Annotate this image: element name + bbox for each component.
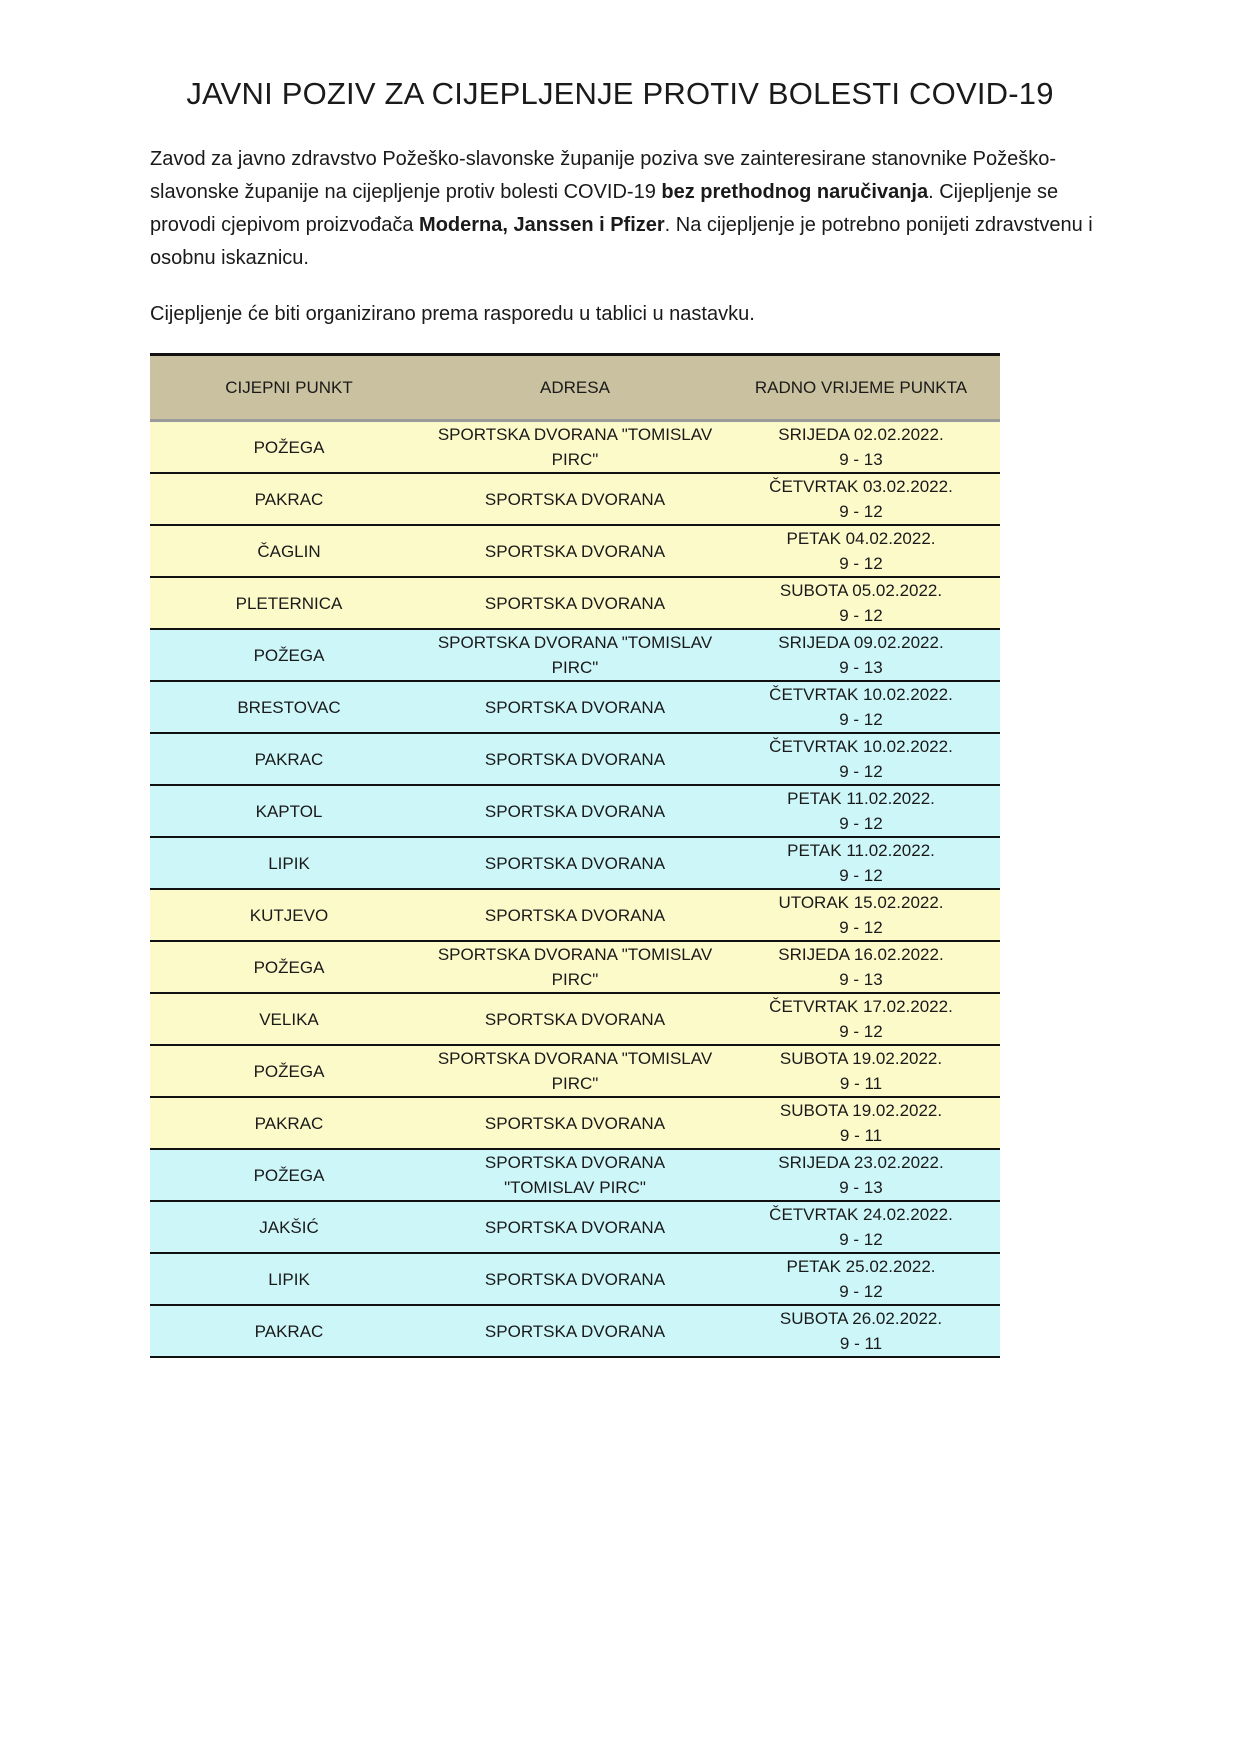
cell-adresa (428, 1253, 722, 1305)
table-row (150, 1305, 1000, 1357)
adresa-line-1: SPORTSKA DVORANA (484, 1009, 666, 1029)
intro-text-2: . Cijepljenje se provodi cjepivom proizvođača (150, 181, 1059, 236)
cell-adresa (428, 993, 722, 1045)
table-row (150, 473, 1000, 525)
intro-bold-1: bez prethodnog naručivanja (661, 181, 929, 203)
intro-text-3: . Na cijepljenje je potrebno ponijeti zdravstvenu i osobnu iskaznicu. (150, 214, 1093, 269)
intro-text-1: Zavod za javno zdravstvo Požeško-slavonske županije poziva sve zainteresirane stanovnike Požeško-slavonske županije na cijepljenje protiv bolesti COVID-19 (150, 148, 1057, 203)
adresa-line-1: SPORTSKA DVORANA "TOMISLAV (437, 945, 713, 964)
vrijeme-line: 9 - 12 (839, 606, 883, 625)
datum-line: SRIJEDA 23.02.2022. (778, 1153, 944, 1172)
adresa-line-1: SPORTSKA DVORANA (484, 489, 666, 509)
cell-punkt: PAKRAC (150, 473, 428, 525)
vrijeme-line: 9 - 12 (839, 814, 883, 833)
table-row (150, 421, 1000, 474)
cell-vrijeme (722, 837, 1000, 889)
table-row (150, 577, 1000, 629)
cell-vrijeme (722, 1045, 1000, 1097)
cell-punkt: PLETERNICA (150, 577, 428, 629)
vrijeme-line: 9 - 12 (839, 762, 883, 781)
cell-vrijeme (722, 629, 1000, 681)
cell-punkt: POŽEGA (150, 941, 428, 993)
cell-adresa (428, 421, 722, 474)
table-row (150, 1253, 1000, 1305)
table-header-row (150, 355, 1000, 421)
vrijeme-line: 9 - 12 (839, 1022, 883, 1041)
cell-vrijeme (722, 785, 1000, 837)
header-punkt: CIJEPNI PUNKT (150, 355, 428, 421)
table-row (150, 525, 1000, 577)
vrijeme-line: 9 - 13 (839, 1178, 883, 1197)
cell-adresa (428, 733, 722, 785)
cell-punkt: ČAGLIN (150, 525, 428, 577)
adresa-line-2: PIRC" (551, 1074, 599, 1093)
adresa-line-2: PIRC" (551, 970, 599, 989)
vrijeme-line: 9 - 13 (839, 658, 883, 677)
adresa-line-1: SPORTSKA DVORANA "TOMISLAV (437, 1049, 713, 1068)
header-adresa: ADRESA (428, 355, 722, 421)
table-row (150, 681, 1000, 733)
vrijeme-line: 9 - 11 (839, 1126, 883, 1145)
datum-line: ČETVRTAK 17.02.2022. (769, 997, 953, 1016)
cell-punkt: POŽEGA (150, 421, 428, 474)
adresa-line-1: SPORTSKA DVORANA (484, 801, 666, 821)
datum-line: PETAK 11.02.2022. (787, 841, 935, 860)
cell-punkt: POŽEGA (150, 629, 428, 681)
adresa-line-1: SPORTSKA DVORANA "TOMISLAV (437, 425, 713, 444)
cell-vrijeme (722, 889, 1000, 941)
datum-line: PETAK 11.02.2022. (787, 789, 935, 808)
table-body (150, 421, 1000, 1358)
cell-punkt: POŽEGA (150, 1045, 428, 1097)
adresa-line-2: "TOMISLAV PIRC" (504, 1178, 646, 1197)
cell-adresa (428, 629, 722, 681)
header-vrijeme: RADNO VRIJEME PUNKTA (722, 355, 1000, 421)
table-row (150, 889, 1000, 941)
adresa-line-1: SPORTSKA DVORANA (484, 1321, 666, 1341)
adresa-line-1: SPORTSKA DVORANA (484, 1217, 666, 1237)
datum-line: SRIJEDA 09.02.2022. (778, 633, 944, 652)
datum-line: ČETVRTAK 10.02.2022. (769, 737, 953, 756)
cell-punkt: POŽEGA (150, 1149, 428, 1201)
vrijeme-line: 9 - 12 (839, 710, 883, 729)
vrijeme-line: 9 - 12 (839, 1282, 883, 1301)
table-row (150, 993, 1000, 1045)
datum-line: ČETVRTAK 03.02.2022. (769, 477, 953, 496)
vrijeme-line: 9 - 11 (839, 1074, 883, 1093)
table-row (150, 629, 1000, 681)
vrijeme-line: 9 - 12 (839, 502, 883, 521)
cell-punkt: PAKRAC (150, 1305, 428, 1357)
cell-adresa (428, 941, 722, 993)
cell-punkt: PAKRAC (150, 1097, 428, 1149)
adresa-line-1: SPORTSKA DVORANA (484, 853, 666, 873)
adresa-line-1: SPORTSKA DVORANA (484, 541, 666, 561)
datum-line: ČETVRTAK 10.02.2022. (769, 685, 953, 704)
cell-punkt: KUTJEVO (150, 889, 428, 941)
cell-punkt: VELIKA (150, 993, 428, 1045)
adresa-line-1: SPORTSKA DVORANA (484, 1113, 666, 1133)
adresa-line-2: PIRC" (551, 450, 599, 469)
datum-line: UTORAK 15.02.2022. (778, 893, 944, 912)
vrijeme-line: 9 - 13 (839, 970, 883, 989)
cell-adresa (428, 525, 722, 577)
intro-paragraph (150, 143, 1100, 275)
datum-line: SUBOTA 05.02.2022. (779, 581, 943, 600)
schedule-note: Cijepljenje će biti organizirano prema rasporedu u tablici u nastavku. (150, 303, 755, 325)
vrijeme-line: 9 - 12 (839, 918, 883, 937)
datum-line: SUBOTA 19.02.2022. (779, 1049, 943, 1068)
cell-vrijeme (722, 993, 1000, 1045)
cell-vrijeme (722, 473, 1000, 525)
adresa-line-1: SPORTSKA DVORANA (484, 1153, 666, 1172)
adresa-line-1: SPORTSKA DVORANA (484, 905, 666, 925)
cell-vrijeme (722, 577, 1000, 629)
cell-punkt: LIPIK (150, 1253, 428, 1305)
cell-vrijeme (722, 525, 1000, 577)
cell-adresa (428, 785, 722, 837)
vrijeme-line: 9 - 13 (839, 450, 883, 469)
vrijeme-line: 9 - 12 (839, 554, 883, 573)
cell-punkt: LIPIK (150, 837, 428, 889)
cell-adresa (428, 837, 722, 889)
adresa-line-1: SPORTSKA DVORANA (484, 749, 666, 769)
table-row (150, 941, 1000, 993)
cell-vrijeme (722, 1305, 1000, 1357)
cell-vrijeme (722, 681, 1000, 733)
cell-punkt: JAKŠIĆ (150, 1201, 428, 1253)
table-row (150, 733, 1000, 785)
cell-adresa (428, 1305, 722, 1357)
table-row (150, 1045, 1000, 1097)
datum-line: SRIJEDA 16.02.2022. (778, 945, 944, 964)
cell-adresa (428, 681, 722, 733)
vrijeme-line: 9 - 11 (839, 1334, 883, 1353)
cell-adresa (428, 1045, 722, 1097)
cell-vrijeme (722, 1149, 1000, 1201)
cell-vrijeme (722, 421, 1000, 474)
adresa-line-1: SPORTSKA DVORANA (484, 593, 666, 613)
page-title: JAVNI POZIV ZA CIJEPLJENJE PROTIV BOLESTI COVID-19 (186, 76, 1054, 111)
schedule-table (150, 353, 1000, 1358)
cell-vrijeme (722, 941, 1000, 993)
datum-line: PETAK 25.02.2022. (786, 1257, 936, 1276)
cell-punkt: PAKRAC (150, 733, 428, 785)
table-row (150, 785, 1000, 837)
adresa-line-1: SPORTSKA DVORANA "TOMISLAV (437, 633, 713, 652)
table-row (150, 1149, 1000, 1201)
cell-vrijeme (722, 1097, 1000, 1149)
cell-adresa (428, 889, 722, 941)
cell-adresa (428, 577, 722, 629)
intro-bold-2: Moderna, Janssen i Pfizer (419, 214, 665, 236)
datum-line: ČETVRTAK 24.02.2022. (769, 1205, 953, 1224)
cell-adresa (428, 1097, 722, 1149)
vrijeme-line: 9 - 12 (839, 1230, 883, 1249)
vrijeme-line: 9 - 12 (839, 866, 883, 885)
cell-punkt: BRESTOVAC (150, 681, 428, 733)
datum-line: SUBOTA 26.02.2022. (779, 1309, 943, 1328)
cell-punkt: KAPTOL (150, 785, 428, 837)
cell-vrijeme (722, 1253, 1000, 1305)
table-row (150, 1097, 1000, 1149)
datum-line: SUBOTA 19.02.2022. (779, 1101, 943, 1120)
cell-adresa (428, 1201, 722, 1253)
adresa-line-1: SPORTSKA DVORANA (484, 697, 666, 717)
adresa-line-1: SPORTSKA DVORANA (484, 1269, 666, 1289)
cell-vrijeme (722, 733, 1000, 785)
datum-line: SRIJEDA 02.02.2022. (778, 425, 944, 444)
cell-adresa (428, 1149, 722, 1201)
cell-adresa (428, 473, 722, 525)
table-row (150, 1201, 1000, 1253)
datum-line: PETAK 04.02.2022. (786, 529, 936, 548)
table-row (150, 837, 1000, 889)
cell-vrijeme (722, 1201, 1000, 1253)
adresa-line-2: PIRC" (551, 658, 599, 677)
